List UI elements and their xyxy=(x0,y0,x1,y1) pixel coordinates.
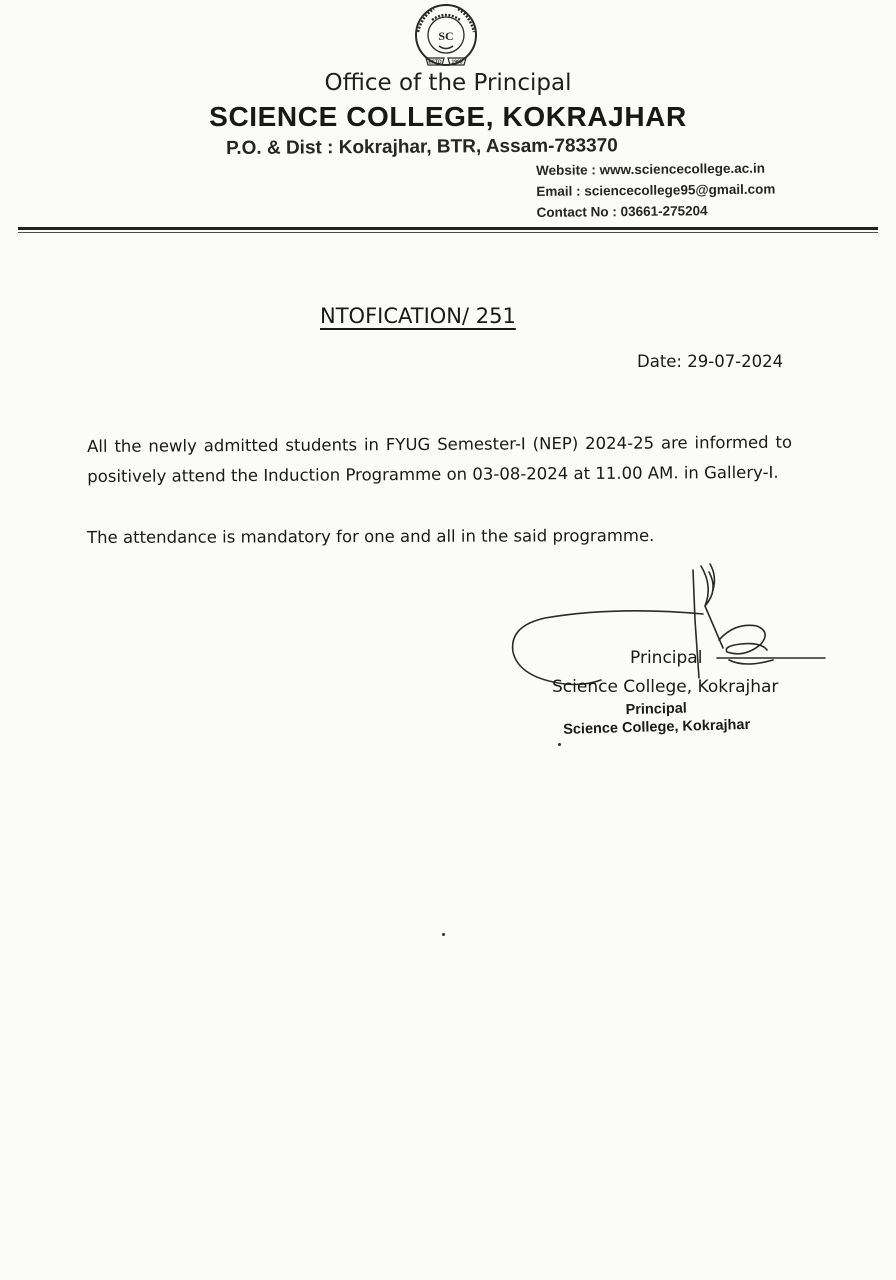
notice-date: Date: 29-07-2024 xyxy=(637,352,784,371)
ink-speck xyxy=(558,743,561,746)
seal-estd-year: 1995 xyxy=(451,59,463,66)
official-stamp xyxy=(556,698,757,739)
stamp-college: Science College, Kokrajhar xyxy=(563,716,751,738)
college-seal-icon xyxy=(404,2,488,74)
college-address: P.O. & Dist : Kokrajhar, BTR, Assam-783370 xyxy=(226,135,618,159)
college-name: SCIENCE COLLEGE, KOKRAJHAR xyxy=(209,101,687,132)
header-divider-thin xyxy=(18,232,878,233)
header-divider xyxy=(18,227,878,230)
notice-heading: NTOFICATION/ 251 xyxy=(320,304,516,328)
seal-monogram: SC xyxy=(438,29,454,43)
notice-note: The attendance is mandatory for one and all in the said programme. xyxy=(87,526,655,547)
ink-speck xyxy=(442,933,445,936)
phone-line: Contact No : 03661-275204 xyxy=(536,203,708,220)
notice-body: All the newly admitted students in FYUG Semester-I (NEP) 2024-25 are informed to positively attend the Induction Programme on 03-08-2024 at 11.00 AM. in Gallery-I. xyxy=(87,432,793,486)
signatory-college: Science College, Kokrajhar xyxy=(552,677,779,697)
office-title: Office of the Principal xyxy=(324,70,572,96)
website-line: Website : www.sciencecollege.ac.in xyxy=(536,160,766,178)
email-line: Email : sciencecollege95@gmail.com xyxy=(536,181,776,199)
stamp-role: Principal xyxy=(625,700,688,719)
handwritten-signature xyxy=(505,560,835,690)
contact-block xyxy=(536,157,776,222)
signatory-role: Principal xyxy=(630,648,703,668)
seal-estd-label: ESTD xyxy=(428,59,442,66)
